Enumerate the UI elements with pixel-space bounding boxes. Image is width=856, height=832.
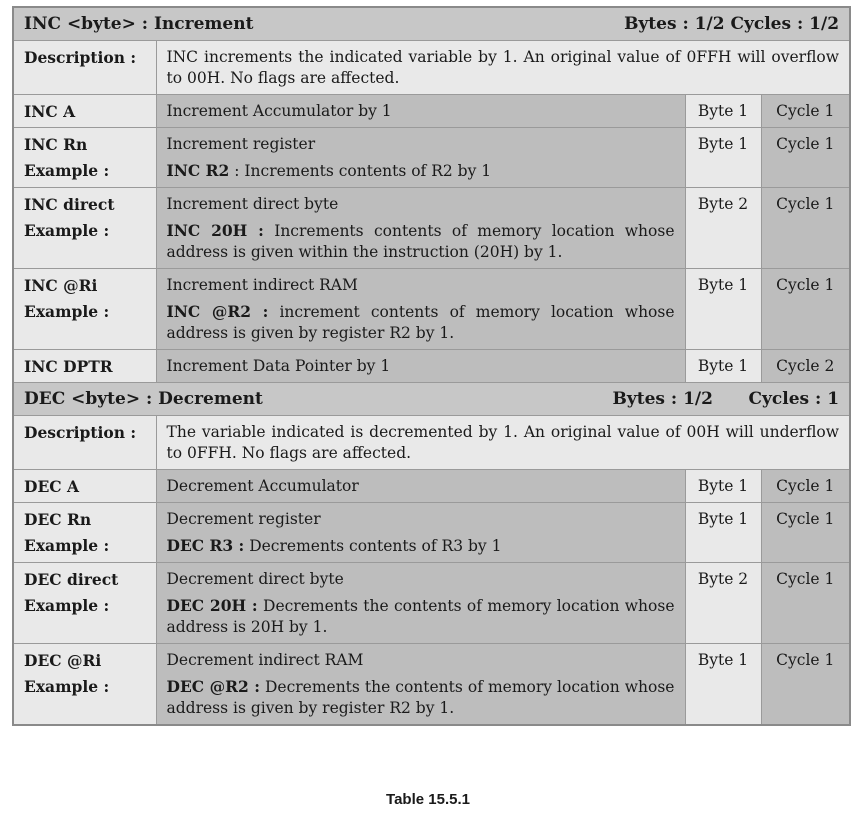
- table-row: [13, 95, 850, 128]
- example-explanation: : Increments contents of R2 by 1: [229, 162, 492, 180]
- dec-header-row: [13, 383, 850, 416]
- operation-text: Increment register: [166, 135, 316, 153]
- dec-header-title: DEC <byte> : Decrement: [24, 389, 263, 409]
- operation-text: Increment indirect RAM: [166, 276, 358, 294]
- example-text: [167, 160, 675, 182]
- example-label: Example :: [24, 596, 110, 615]
- mnemonic: INC A: [24, 102, 76, 121]
- inc-description-text: INC increments the indicated variable by 1. An original value of 0FFH will overflow to 00H. No flags are affected.: [156, 41, 850, 95]
- byte-count: Byte 1: [685, 470, 761, 503]
- byte-count: Byte 1: [685, 350, 761, 383]
- cycle-count: Cycle 1: [761, 644, 850, 726]
- operation-text: Increment Accumulator by 1: [166, 102, 392, 120]
- example-code: DEC 20H :: [166, 596, 258, 615]
- example-explanation: Increments contents of memory location whose address is given within the instruction (20H) by 1.: [166, 222, 675, 261]
- example-code: INC 20H :: [166, 221, 264, 240]
- table-row: [13, 188, 850, 269]
- byte-count: Byte 2: [685, 188, 761, 269]
- table-row: [13, 269, 850, 350]
- example-code: INC @R2 :: [166, 302, 269, 321]
- inc-header: [13, 7, 850, 41]
- cycle-count: Cycle 1: [761, 128, 850, 188]
- example-text: [167, 535, 675, 557]
- example-text: [167, 220, 675, 263]
- inc-header-title: INC <byte> : Increment: [24, 14, 254, 34]
- mnemonic: DEC Rn: [24, 510, 92, 529]
- cycle-count: Cycle 2: [761, 350, 850, 383]
- example-label: Example :: [24, 677, 110, 696]
- dec-description-row: [13, 416, 850, 470]
- cycle-count: Cycle 1: [761, 563, 850, 644]
- example-explanation: Decrements the contents of memory location whose address is 20H by 1.: [166, 597, 675, 636]
- table-row: [13, 563, 850, 644]
- table-row: [13, 470, 850, 503]
- operation-text: Decrement Accumulator: [166, 477, 359, 495]
- example-explanation: Decrements contents of R3 by 1: [244, 537, 502, 555]
- byte-count: Byte 1: [685, 95, 761, 128]
- example-explanation: increment contents of memory location whose address is given by register R2 by 1.: [166, 303, 675, 342]
- operation-text: Increment direct byte: [166, 195, 339, 213]
- cycle-count: Cycle 1: [761, 188, 850, 269]
- cycle-count: Cycle 1: [761, 503, 850, 563]
- byte-count: Byte 1: [685, 503, 761, 563]
- inc-description-label: Description :: [13, 41, 156, 95]
- table-caption: Table 15.5.1: [386, 791, 470, 808]
- mnemonic: INC @Ri: [24, 276, 98, 295]
- dec-header-bytes-cycles: Bytes : 1/2 Cycles : 1: [612, 389, 840, 409]
- cycle-count: Cycle 1: [761, 269, 850, 350]
- table-row: [13, 503, 850, 563]
- table-row: [13, 644, 850, 726]
- inc-description-row: [13, 41, 850, 95]
- cycle-count: Cycle 1: [761, 470, 850, 503]
- dec-description-label: Description :: [13, 416, 156, 470]
- inc-header-row: [13, 7, 850, 41]
- mnemonic: DEC @Ri: [24, 651, 102, 670]
- mnemonic: DEC direct: [24, 570, 119, 589]
- dec-description-text: The variable indicated is decremented by 1. An original value of 00H will underflow to 0FFH. No flags are affected.: [156, 416, 850, 470]
- example-code: INC R2: [166, 161, 230, 180]
- mnemonic: INC DPTR: [24, 357, 113, 376]
- example-code: DEC @R2 :: [166, 677, 260, 696]
- example-label: Example :: [24, 221, 110, 240]
- example-text: [167, 301, 675, 344]
- mnemonic: DEC A: [24, 477, 80, 496]
- inc-header-bytes-cycles: Bytes : 1/2 Cycles : 1/2: [624, 14, 840, 34]
- example-label: Example :: [24, 536, 110, 555]
- example-label: Example :: [24, 302, 110, 321]
- byte-count: Byte 1: [685, 128, 761, 188]
- example-explanation: Decrements the contents of memory location whose address is given by register R2 by 1.: [166, 678, 675, 717]
- operation-text: Decrement indirect RAM: [166, 651, 364, 669]
- byte-count: Byte 1: [685, 269, 761, 350]
- operation-text: Decrement register: [166, 510, 321, 528]
- operation-text: Decrement direct byte: [166, 570, 344, 588]
- example-text: [167, 595, 675, 638]
- instruction-table: [12, 6, 851, 726]
- byte-count: Byte 1: [685, 644, 761, 726]
- example-text: [167, 676, 675, 719]
- example-code: DEC R3 :: [166, 536, 245, 555]
- byte-count: Byte 2: [685, 563, 761, 644]
- operation-text: Increment Data Pointer by 1: [166, 357, 391, 375]
- example-label: Example :: [24, 161, 110, 180]
- cycle-count: Cycle 1: [761, 95, 850, 128]
- dec-header: [13, 383, 850, 416]
- table-row: [13, 350, 850, 383]
- table-row: [13, 128, 850, 188]
- mnemonic: INC direct: [24, 195, 115, 214]
- mnemonic: INC Rn: [24, 135, 88, 154]
